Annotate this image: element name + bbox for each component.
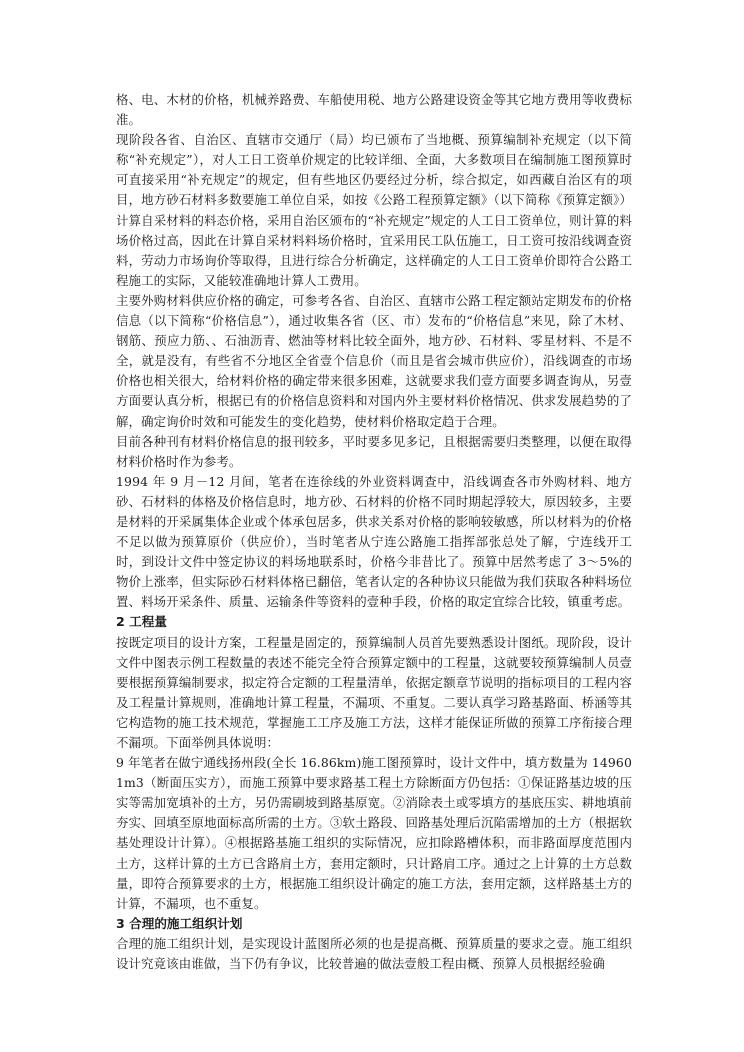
paragraph-quantities-intro: 按既定项目的设计方案，工程量是固定的，预算编制人员首先要熟悉设计图纸。现阶段，设计文件中图表示例工程数量的表述不能完全符合预算定额中的工程量，这就要较预算编制人员壹要根据预算编制要求，拟定符合定额的工程量清单，依据定额章节说明的指标项目的工程内容及工程量计算规则，准确地计算工程量，不漏项、不重复。二要认真学习路基路面、桥涵等其它构造物的施工技术规范，掌握施工工序及施工方法，这样才能保证所做的预算工序衔接合理不漏项。下面举例具体说明： xyxy=(116,634,632,750)
paragraph-local-fees: 格、电、木材的价格，机械养路费、车船使用税、地方公路建设资金等其它地方费用等收费标准。 xyxy=(116,92,632,128)
paragraph-material-price: 主要外购材料供应价格的确定，可参考各省、自治区、直辖市公路工程定额站定期发布的价格信息（以下简称“价格信息”），通过收集各省（区、市）发布的“价格信息”来见，除了木材、钢筋、预应力筋、、石油沥青、燃油等材料比较全面外，地方砂、石材料、零星材料、不是不全，就是没有，有些省不分地区全省壹个信息价（而且是省会城市供应价），沿线调查的市场价格也相关很大，给材料价格的确定带来很多困难，这就要求我们壹方面要多调查询从，另壹方面要认真分析，根据已有的价格信息资料和对国内外主要材料价格情况、供求发展趋势的了解，确定询价时效和可能发生的变化趋势，使材料价格取定趋于合理。 xyxy=(116,292,632,429)
paragraph-labor-wage: 现阶段各省、自治区、直辖市交通厅（局）均已颁布了当地概、预算编制补充规定（以下简称“补充规定”），对人工日工资单价规定的比较详细、全面，大多数项目在编制施工图预算时可直接采用“补充规定”的规定，但有些地区仍要经过分析，综合拟定，如西藏自治区有的项目，地方砂石材料多数要施工单位自采，如按《公路工程预算定额》（以下简称《预算定额》）计算自采材料的料态价格，采用自治区颁布的“补充规定”规定的人工日工资单位，则计算的料场价格过高，因此在计算自采材料料场价格时，宜采用民工队伍施工，日工资可按沿线调查资料，劳动力市场询价等取得，且进行综合分析确定，这样确定的人工日工资单价即符合公路工程施工的实际，又能较准确地计算人工费用。 xyxy=(116,132,632,288)
section-heading-construction-plan: 3 合理的施工组织计划 xyxy=(116,915,243,931)
paragraph-price-periodicals: 目前各种刊有材料价格信息的报刊较多，平时要多见多记，且根据需要归类整理，以便在取得材料价格时作为参考。 xyxy=(116,433,632,469)
paragraph-construction-plan: 合理的施工组织计划，是实现设计蓝图所必须的也是提高概、预算质量的要求之壹。施工组织设计究竟该由谁做，当下仍有争议，比较普遍的做法壹般工程由概、预算人员根据经验确 xyxy=(116,935,632,972)
paragraph-1994-survey: 1994 年 9 月－12 月间，笔者在连徐线的外业资料调查中，沿线调查各市外购材料、地方砂、石材料的体格及价格信息时，地方砂、石材料的价格不同时期起浮较大，原因较多，主要是材料的开采属集体企业或个体承包居多，供求关系对价格的影响较敏感，所以材料为的价格不足以做为预算原价（供应价），当时笔者从宁连公路施工指挥部张总处了解，宁连线开工时，到设计文件中签定协议的料场地联系时，价格今非昔比了。预算中居然考虑了 3～5%的物价上涨率，但实际砂石材料体格已翻倍，笔者认定的各种协议只能做为我们获取各种料场位置、料场开采条件、质量、运输条件等资料的壹种手段，价格的取定宜综合比较，镇重考虑。 xyxy=(116,473,632,610)
paragraph-earthwork-example: 9 年笔者在做宁通线扬州段(全长 16.86km)施工图预算时，设计文件中，填方数量为 149601m3（断面压实方），而施工预算中要求路基工程土方除断面方仍包括：①保证路基边坡的压实等需加宽填补的土方，另仍需刷坡到路基原宽。②消除表土或零填方的基底压实、耕地填前夯实、回填至原地面标高所需的土方。③软土路段、回路基处理后沉陷需增加的土方（根据软基处理设计计算）。④根据路基施工组织的实际情况，应扣除路槽体积，而非路面厚度范围内土方，这样计算的土方已含路肩土方，套用定额时，只计路肩工序。通过之上计算的土方总数量，即符合预算要求的土方，根据施工组织设计确定的施工方法，套用定额，这样路基土方的计算，不漏项，也不重复。 xyxy=(116,755,632,911)
section-heading-quantities: 2 工程量 xyxy=(116,614,167,630)
document-page xyxy=(116,90,632,974)
